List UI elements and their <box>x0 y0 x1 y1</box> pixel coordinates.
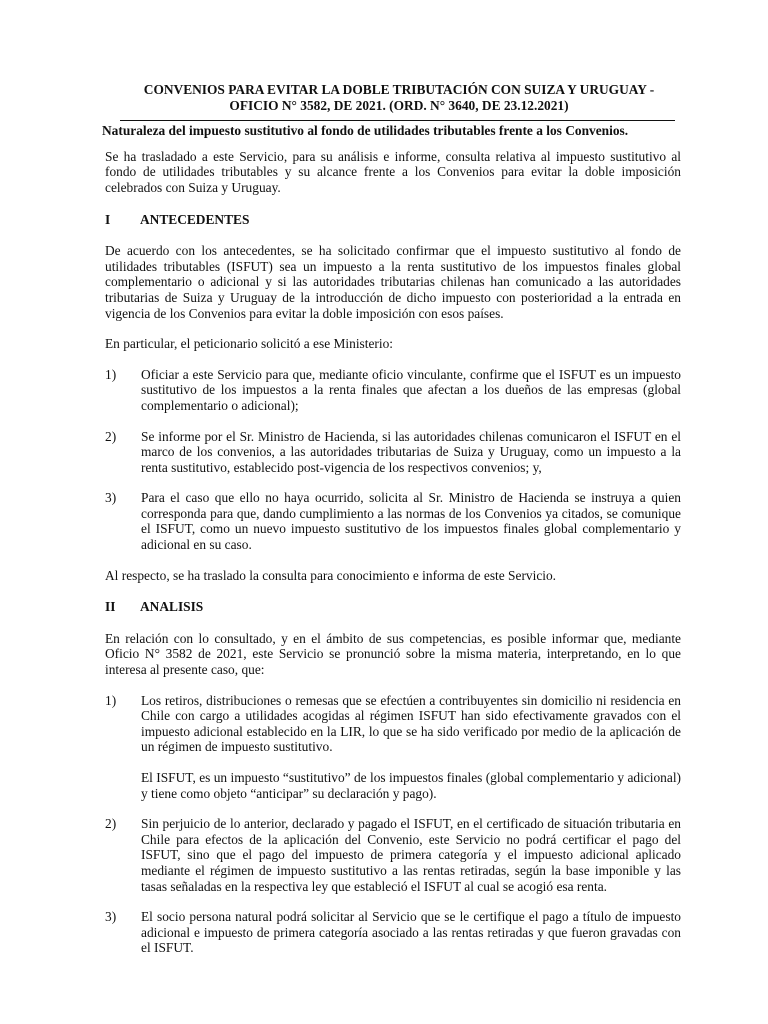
list-item-text: Oficiar a este Servicio para que, mediante oficio vinculante, confirme que el ISFUT es un impuesto sustitutivo de los impuestos a la renta finales que afectan a los dueños de las empresas (global complementario o adicional); <box>141 366 681 413</box>
list-item <box>105 367 681 414</box>
analisis-list <box>105 693 681 956</box>
list-item <box>105 429 681 476</box>
list-item-number: 1) <box>105 366 117 382</box>
antecedentes-closing: Al respecto, se ha traslado la consulta para conocimiento e informa de este Servicio. <box>105 567 557 583</box>
list-item-number: 1) <box>105 692 117 708</box>
list-item-number: 2) <box>105 428 117 444</box>
document-title <box>117 82 681 113</box>
document-subtitle: Naturaleza del impuesto sustitutivo al fondo de utilidades tributables frente a los Convenios. <box>102 123 629 139</box>
antecedentes-lead: En particular, el peticionario solicitó a ese Ministerio: <box>105 336 394 352</box>
title-line-1: CONVENIOS PARA EVITAR LA DOBLE TRIBUTACIÓN CON SUIZA Y URUGUAY - <box>143 82 655 97</box>
list-item-text: Se informe por el Sr. Ministro de Hacienda, si las autoridades chilenas comunicaron el ISFUT en el marco de los convenios, a las autoridades tributarias de Suiza y Uruguay, como un impuesto a la renta sustitutivo, establecido post-vigencia de los respectivos convenios; y, <box>141 428 681 475</box>
list-item-text: Para el caso que ello no haya ocurrido, solicita al Sr. Ministro de Hacienda se instruya a quien corresponda para que, dando cumplimiento a las normas de los Convenios ya citados, se comunique el ISFUT, como un nuevo impuesto sustitutivo de los impuestos finales global complementario y adicional en su caso. <box>141 490 681 553</box>
list-item-text: El socio persona natural podrá solicitar al Servicio que se le certifique el pago a título de impuesto adicional e impuesto de primera categoría asociado a las rentas retiradas y que fueron gravadas con el ISFUT. <box>141 909 681 956</box>
list-item <box>105 816 681 894</box>
list-item-subparagraph: El ISFUT, es un impuesto “sustitutivo” de los impuestos finales (global complementario y adicional) y tiene como objeto “anticipar” su declaración y pago). <box>141 770 681 801</box>
section-number: II <box>105 599 116 615</box>
section-title: ANALISIS <box>140 599 204 615</box>
list-item-number: 3) <box>105 909 117 925</box>
list-item <box>105 490 681 552</box>
section-number: I <box>105 211 111 227</box>
analisis-paragraph: En relación con lo consultado, y en el ámbito de sus competencias, es posible informar que, mediante Oficio N° 3582 de 2021, este Servicio se pronunció sobre la misma materia, interpretando, en lo que interesa al presente caso, que: <box>105 630 681 678</box>
list-item-number: 2) <box>105 816 117 832</box>
section-title: ANTECEDENTES <box>140 211 250 227</box>
list-item-number: 3) <box>105 490 117 506</box>
title-line-2: OFICIO N° 3582, DE 2021. (ORD. N° 3640, DE 23.12.2021) <box>229 97 569 113</box>
antecedentes-paragraph: De acuerdo con los antecedentes, se ha solicitado confirmar que el impuesto sustitutivo al fondo de utilidades tributables (ISFUT) sea un impuesto a la renta sustitutivo de los impuestos finales global complementario o adicional y si las autoridades tributarias chilenas han comunicado a las autoridades tributarias de Suiza y Uruguay de la introducción de dicho impuesto con posterioridad a la entrada en vigencia de los Convenios para evitar la doble imposición con esos países. <box>105 243 681 321</box>
list-item-text: Sin perjuicio de lo anterior, declarado y pagado el ISFUT, en el certificado de situación tributaria en Chile para efectos de la aplicación del Convenio, este Servicio no podrá certificar el pago del ISFUT, sino que el pago del impuesto de primera categoría y el impuesto adicional aplicado mediante el régimen de impuesto sustitutivo a las rentas retiradas, según la base imponible y las tasas señaladas en la respectiva ley que estableció el ISFUT al cual se acogió esa renta. <box>141 816 681 894</box>
list-item-text: Los retiros, distribuciones o remesas que se efectúen a contribuyentes sin domicilio ni residencia en Chile con cargo a utilidades acogidas al régimen ISFUT han sido efectivamente gravados con el impuesto adicional establecido en la LIR, lo que se ha sido verificado por medio de la aplicación de un régimen de impuesto sustitutivo. <box>141 692 681 755</box>
title-underline <box>120 120 675 121</box>
list-item <box>105 909 681 956</box>
list-item <box>105 693 681 802</box>
section-heading-analisis <box>105 599 681 615</box>
intro-paragraph: Se ha trasladado a este Servicio, para su análisis e informe, consulta relativa al impuesto sustitutivo al fondo de utilidades tributables y su alcance frente a los Convenios para evitar la doble imposición celebrados con Suiza y Uruguay. <box>105 148 681 195</box>
section-heading-antecedentes <box>105 212 681 228</box>
antecedentes-list <box>105 367 681 553</box>
